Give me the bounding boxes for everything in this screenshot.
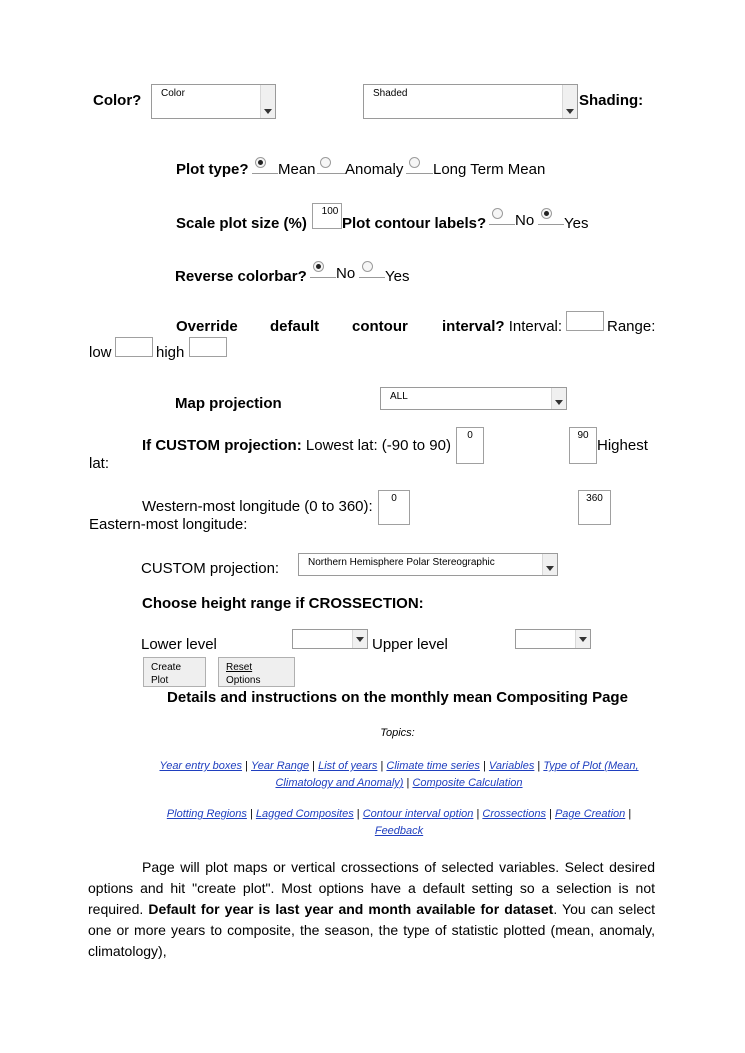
- topic-link[interactable]: Type of Plot (Mean,: [543, 760, 639, 772]
- low-label: low: [89, 344, 112, 361]
- custom-projection-value: Northern Hemisphere Polar Stereographic: [308, 557, 495, 568]
- topic-link[interactable]: Plotting Regions: [166, 808, 247, 820]
- plot-type-anomaly-label: Anomaly: [345, 161, 404, 178]
- intro-text-1: Page will plot maps or vertical crossections of selected variables. Select desired options and hit "create plot". Most options have a default setting so a selection is not required.: [88, 859, 655, 917]
- radio-underline: [317, 173, 345, 174]
- range-high-input[interactable]: [189, 337, 227, 357]
- override-word-2: default: [270, 318, 320, 335]
- link-separator: |: [545, 808, 555, 820]
- reverse-no-label: No: [336, 265, 356, 282]
- topics-links-line-1: [140, 758, 658, 775]
- link-separator: |: [377, 760, 387, 772]
- reverse-yes-radio[interactable]: [362, 261, 373, 272]
- lower-level-label: Lower level: [141, 636, 217, 653]
- custom-projection-label: CUSTOM projection:: [141, 560, 280, 577]
- custom-projection-select[interactable]: [298, 553, 558, 576]
- eastern-lon-label: Eastern-most longitude:: [89, 516, 248, 533]
- highest-lat-input[interactable]: [569, 427, 597, 464]
- intro-text-2: . You can select one or more years to composite, the season, the type of statistic plotted (mean, anomaly, climatology),: [88, 901, 655, 959]
- topic-link[interactable]: Year Range: [251, 760, 310, 772]
- radio-underline: [310, 277, 336, 278]
- custom-lat-text: [142, 437, 451, 454]
- link-separator: |: [309, 760, 319, 772]
- topics-links-line-3: [140, 806, 658, 823]
- radio-underline: [252, 173, 278, 174]
- chevron-down-icon[interactable]: [542, 554, 557, 575]
- reverse-yes-label: Yes: [385, 268, 410, 285]
- topic-link[interactable]: Year entry boxes: [159, 760, 243, 772]
- plot-type-mean-label: Mean: [278, 161, 316, 178]
- reset-options-label-2: Options: [226, 675, 261, 686]
- topics-links-block-2: [140, 806, 658, 840]
- topics-links-line-4: [140, 823, 658, 840]
- contour-labels-yes-radio[interactable]: [541, 208, 552, 219]
- override-interval-text: [442, 318, 562, 335]
- contour-labels-no-label: No: [515, 212, 535, 229]
- radio-underline: [406, 173, 433, 174]
- contour-labels-no-radio[interactable]: [492, 208, 503, 219]
- chevron-down-icon[interactable]: [562, 85, 577, 118]
- override-word-4: interval?: [442, 318, 505, 335]
- color-select-value: Color: [161, 88, 185, 99]
- topics-label: Topics:: [380, 727, 415, 739]
- western-lon-input[interactable]: [378, 490, 410, 525]
- scale-label: Scale plot size (%): [176, 215, 307, 232]
- shading-select[interactable]: [363, 84, 578, 119]
- interval-input[interactable]: [566, 311, 604, 331]
- map-projection-value: ALL: [390, 391, 408, 402]
- reverse-colorbar-label: Reverse colorbar?: [175, 268, 307, 285]
- topic-link[interactable]: Feedback: [374, 825, 424, 837]
- plot-type-anomaly-radio[interactable]: [320, 157, 331, 168]
- contour-labels-yes-label: Yes: [564, 215, 589, 232]
- custom-heading: If CUSTOM projection:: [142, 437, 302, 454]
- intro-default-year: Default for year is last year and month available for dataset: [148, 901, 554, 917]
- scale-input-value: 100: [321, 206, 339, 217]
- eastern-lon-input[interactable]: [578, 490, 611, 525]
- topic-link[interactable]: Climate time series: [386, 760, 480, 772]
- highest-lat-label-a: Highest: [597, 437, 648, 454]
- upper-level-select[interactable]: [515, 629, 591, 649]
- create-plot-label-1: Create: [151, 662, 182, 673]
- details-title: Details and instructions on the monthly mean Compositing Page: [167, 689, 628, 706]
- lower-level-select[interactable]: [292, 629, 368, 649]
- plot-type-mean-radio[interactable]: [255, 157, 266, 168]
- lowest-lat-input[interactable]: [456, 427, 484, 464]
- topic-link[interactable]: Variables: [488, 760, 535, 772]
- eastern-lon-value: 360: [586, 493, 603, 504]
- shading-label: Shading:: [579, 92, 644, 109]
- height-range-heading: Choose height range if CROSSECTION:: [142, 595, 424, 612]
- map-projection-label: Map projection: [175, 395, 282, 412]
- link-separator: |: [246, 808, 256, 820]
- topic-link[interactable]: Lagged Composites: [255, 808, 354, 820]
- link-separator: |: [403, 777, 413, 789]
- lowest-lat-value: 0: [467, 430, 473, 441]
- highest-lat-label-b: lat:: [89, 455, 110, 472]
- link-separator: |: [473, 808, 483, 820]
- color-select[interactable]: [151, 84, 276, 119]
- link-separator: |: [353, 808, 363, 820]
- link-separator: |: [534, 760, 544, 772]
- chevron-down-icon[interactable]: [575, 630, 590, 648]
- range-low-input[interactable]: [115, 337, 153, 357]
- interval-label: Interval:: [508, 318, 563, 335]
- override-word-3: contour: [352, 318, 408, 335]
- radio-underline: [489, 224, 515, 225]
- scale-input[interactable]: [312, 203, 342, 229]
- override-word-1: Override: [176, 318, 238, 335]
- link-separator: |: [625, 808, 632, 820]
- lowest-lat-label: Lowest lat: (-90 to 90): [305, 437, 451, 454]
- reset-options-label-1: Reset: [226, 662, 253, 673]
- reset-options-button[interactable]: [218, 657, 295, 687]
- chevron-down-icon[interactable]: [260, 85, 275, 118]
- chevron-down-icon[interactable]: [551, 388, 566, 409]
- topic-link[interactable]: Contour interval option: [362, 808, 474, 820]
- create-plot-button[interactable]: [143, 657, 206, 687]
- upper-level-label: Upper level: [372, 636, 448, 653]
- link-separator: |: [479, 760, 489, 772]
- plot-type-ltm-radio[interactable]: [409, 157, 420, 168]
- topic-link[interactable]: List of years: [318, 760, 378, 772]
- high-label: high: [156, 344, 185, 361]
- intro-paragraph: [88, 857, 655, 962]
- range-label: Range:: [607, 318, 656, 335]
- chevron-down-icon[interactable]: [352, 630, 367, 648]
- western-lon-label: Western-most longitude (0 to 360):: [142, 498, 373, 515]
- plot-type-ltm-label: Long Term Mean: [433, 161, 546, 178]
- topic-link[interactable]: Composite Calculation: [412, 777, 523, 789]
- highest-lat-value: 90: [577, 430, 589, 441]
- color-label: Color?: [93, 92, 142, 109]
- link-separator: |: [242, 760, 252, 772]
- western-lon-value: 0: [391, 493, 397, 504]
- map-projection-select[interactable]: [380, 387, 567, 410]
- reverse-no-radio[interactable]: [313, 261, 324, 272]
- plot-type-label: Plot type?: [176, 161, 249, 178]
- topics-links-line-2: [140, 775, 658, 792]
- topic-link[interactable]: Page Creation: [554, 808, 626, 820]
- topics-links-block-1: [140, 758, 658, 792]
- topic-link[interactable]: Crossections: [482, 808, 546, 820]
- topic-link[interactable]: Climatology and Anomaly): [275, 777, 404, 789]
- shading-select-value: Shaded: [373, 88, 408, 99]
- create-plot-label-2: Plot: [151, 675, 169, 686]
- radio-underline: [538, 224, 564, 225]
- radio-underline: [359, 277, 385, 278]
- contour-labels-label: Plot contour labels?: [342, 215, 487, 232]
